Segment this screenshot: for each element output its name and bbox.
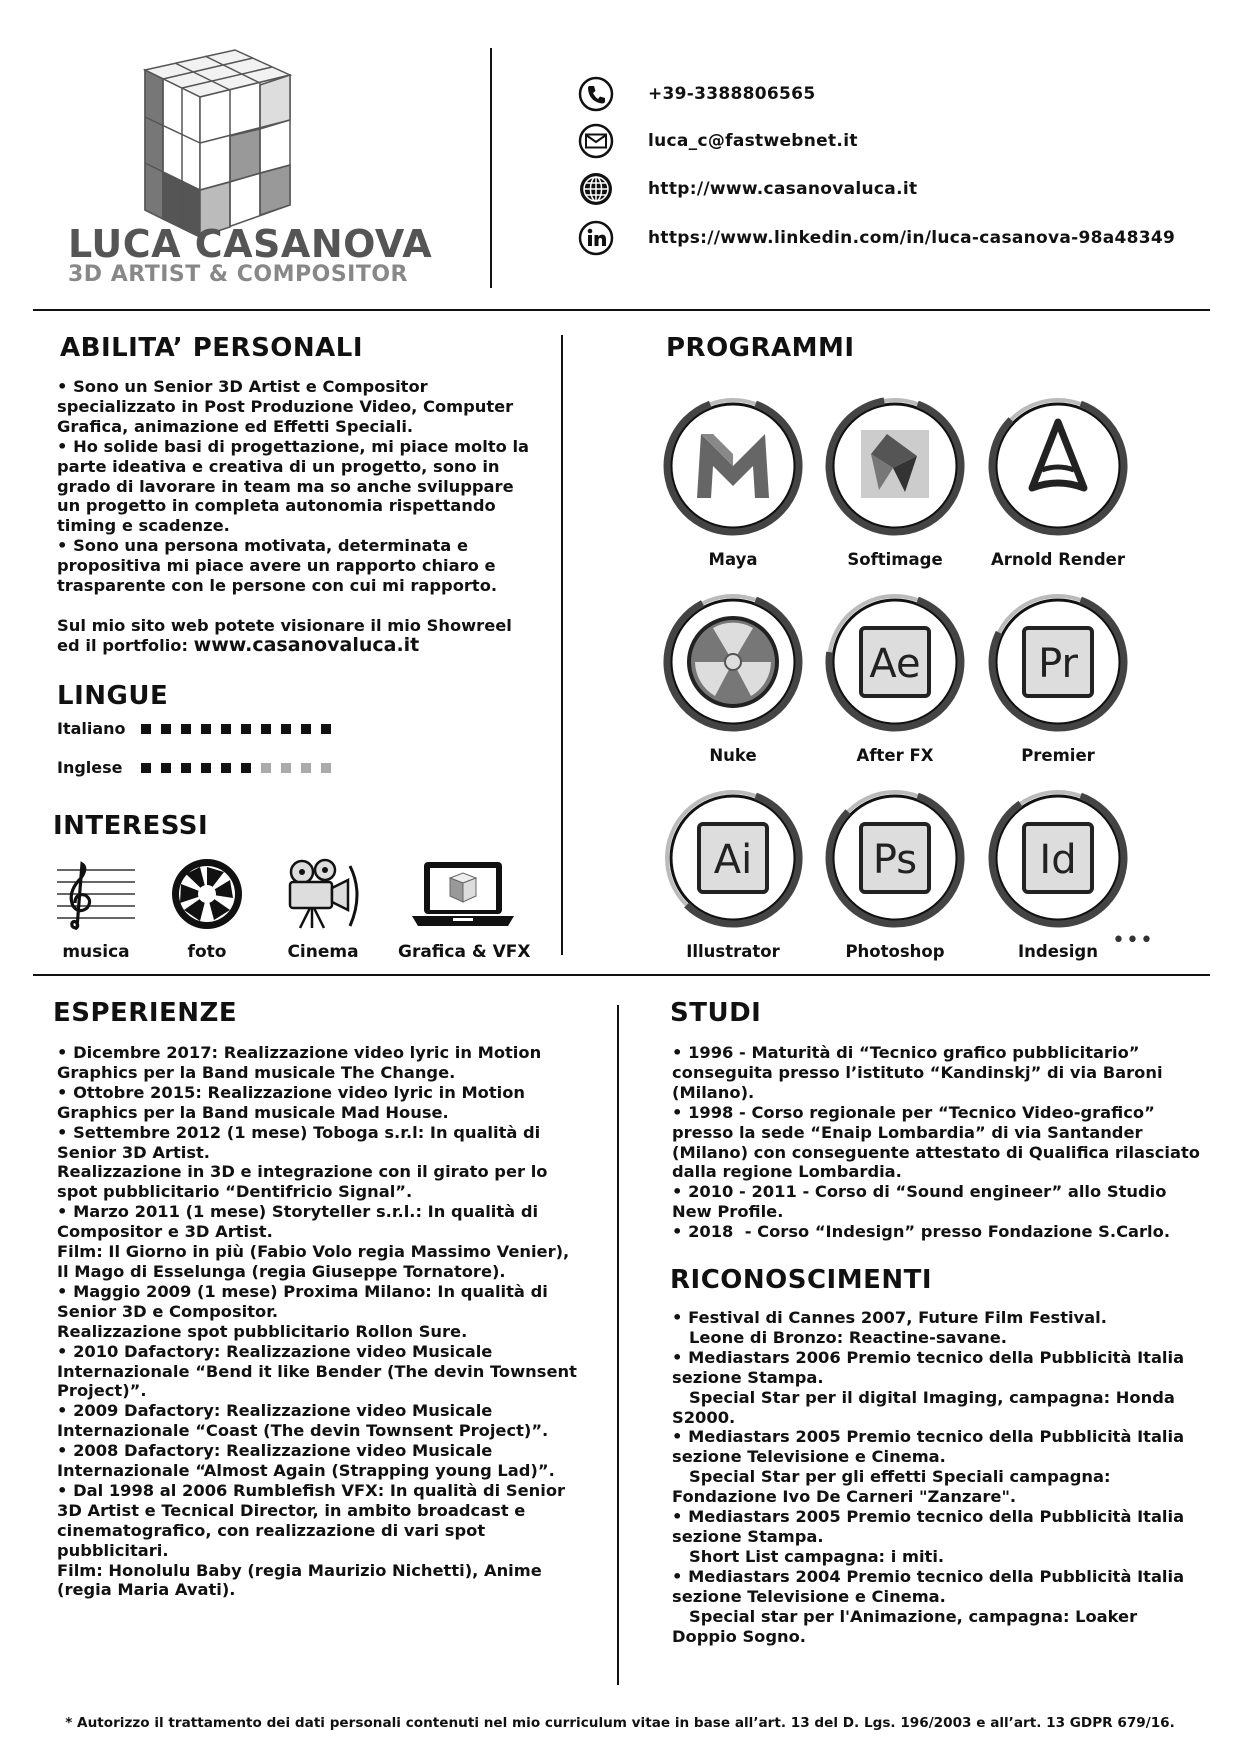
softimage-logo-icon [823, 394, 967, 538]
studi-line: • 1996 - Maturità di “Tecnico grafico pubblicitario” [672, 1043, 1140, 1062]
header-divider [490, 48, 492, 288]
esperienze-line: • 2009 Dafactory: Realizzazione video Musicale [57, 1401, 493, 1421]
program-label: After FX [856, 746, 934, 765]
interest-grafica-vfx [398, 858, 531, 962]
studi-line: presso la sede “Enaip Lombardia” di via Santander [672, 1122, 1143, 1142]
interest-cinema [280, 858, 366, 962]
esperienze-line: • Dicembre 2017: Realizzazione video lyric in Motion [57, 1043, 542, 1062]
top-column-divider [561, 335, 563, 955]
abilita-line: grado di lavorare in team ma so anche sviluppare [57, 476, 514, 496]
program-label: Nuke [709, 746, 757, 765]
arnold-logo-icon [986, 394, 1130, 538]
esperienze-line: Il Mago di Esselunga (regia Giuseppe Tornatore). [57, 1261, 506, 1281]
language-italiano [57, 719, 331, 738]
language-name: Italiano [57, 719, 126, 738]
esperienze-line: Graphics per la Band musicale Mad House. [57, 1102, 449, 1122]
riconoscimenti-line: Short List campagna: i miti. [672, 1546, 945, 1566]
contact-linkedin-text: https://www.linkedin.com/in/luca-casanova-98a48349 [648, 228, 1176, 248]
language-level [141, 724, 331, 734]
interest-musica [55, 858, 137, 962]
studi-text [672, 1043, 1200, 1242]
studi-line: (Milano). [672, 1082, 755, 1102]
esperienze-line: • 2010 Dafactory: Realizzazione video Musicale [57, 1341, 493, 1361]
movie-camera-icon [280, 858, 366, 930]
abilita-line: • Sono una persona motivata, determinata e [57, 536, 469, 556]
program-arnold [983, 394, 1133, 569]
esperienze-line: Internazionale “Coast (The devin Townsent Project)”. [57, 1421, 549, 1441]
studi-line: New Profile. [672, 1202, 784, 1222]
level-dot-empty [261, 763, 271, 773]
after-effects-logo-icon [823, 590, 967, 734]
riconoscimenti-line: • Mediastars 2004 Premio tecnico della Pubblicità Italia [672, 1566, 1185, 1586]
program-label: Premier [1021, 746, 1095, 765]
esperienze-line: • Marzo 2011 (1 mese) Storyteller s.r.l.: In qualità di [57, 1202, 539, 1222]
riconoscimenti-line: • Festival di Cannes 2007, Future Film Festival. [672, 1308, 1107, 1327]
program-maya [658, 394, 808, 569]
studi-line: (Milano) con conseguente attestato di Qualifica rilasciato [672, 1142, 1200, 1162]
level-dot-filled [161, 724, 171, 734]
program-illustrator [658, 786, 808, 961]
illustrator-logo-icon [661, 786, 805, 930]
contact-website-text: http://www.casanovaluca.it [648, 179, 918, 199]
language-inglese [57, 758, 331, 777]
phone-icon [578, 76, 614, 112]
esperienze-line: Film: Honolulu Baby (regia Maurizio Nichetti), Anime [57, 1560, 542, 1580]
contact-email[interactable] [578, 122, 858, 160]
candidate-name: LUCA CASANOVA [68, 222, 433, 266]
abilita-line: specializzato in Post Produzione Video, Computer [57, 396, 514, 416]
interessi-title: INTERESSI [53, 811, 209, 841]
level-dot-filled [181, 763, 191, 773]
program-label: Illustrator [686, 942, 780, 961]
esperienze-line: Project)”. [57, 1381, 147, 1401]
level-dot-filled [141, 763, 151, 773]
riconoscimenti-line: • Mediastars 2005 Premio tecnico della Pubblicità Italia [672, 1507, 1185, 1527]
level-dot-empty [301, 763, 311, 773]
esperienze-line: Compositor e 3D Artist. [57, 1222, 273, 1242]
riconoscimenti-line: • Mediastars 2006 Premio tecnico della Pubblicità Italia [672, 1347, 1185, 1367]
indesign-logo-icon [986, 786, 1130, 930]
riconoscimenti-line: Special star per l'Animazione, campagna: Loaker [672, 1606, 1138, 1626]
esperienze-line: • Maggio 2009 (1 mese) Proxima Milano: In qualità di [57, 1281, 548, 1301]
abilita-line: propositiva mi piace avere un rapporto chiaro e [57, 556, 496, 576]
level-dot-filled [261, 724, 271, 734]
contact-linkedin[interactable] [578, 219, 1175, 257]
abilita-line: • Ho solide basi di progettazione, mi piace molto la [57, 436, 530, 456]
contact-phone-text: +39-3388806565 [648, 84, 816, 104]
riconoscimenti-line: sezione Stampa. [672, 1367, 824, 1387]
esperienze-line: • Settembre 2012 (1 mese) Toboga s.r.l: In qualità di [57, 1122, 541, 1142]
portfolio-link[interactable]: www.casanovaluca.it [193, 633, 420, 656]
abilita-title: ABILITA’ PERSONALI [60, 333, 364, 363]
interest-foto [166, 858, 248, 962]
riconoscimenti-line: • Mediastars 2005 Premio tecnico della Pubblicità Italia [672, 1427, 1185, 1447]
studi-line: • 2010 - 2011 - Corso di “Sound engineer” allo Studio [672, 1182, 1167, 1202]
level-dot-filled [161, 763, 171, 773]
program-label: Maya [708, 550, 758, 569]
esperienze-line: cinematografico, con realizzazione di vari spot [57, 1520, 486, 1540]
abilita-line: un progetto in completa autonomia rispettando [57, 496, 496, 516]
riconoscimenti-line: sezione Televisione e Cinema. [672, 1447, 946, 1467]
esperienze-line: • Ottobre 2015: Realizzazione video lyric in Motion [57, 1082, 525, 1102]
premiere-logo-icon [986, 590, 1130, 734]
riconoscimenti-line: Leone di Bronzo: Reactine-savane. [672, 1327, 1007, 1347]
contact-email-text: luca_c@fastwebnet.it [648, 131, 858, 151]
abilita-portfolio-prefix: ed il portfolio: [57, 635, 194, 655]
level-dot-filled [281, 724, 291, 734]
privacy-consent-note: * Autorizzo il trattamento dei dati personali contenuti nel mio curriculum vitae in base all’art. 13 del D. Lgs. 196/2003 e all’art. 13 GDPR 679/16. [65, 1715, 1175, 1731]
header-separator [33, 309, 1210, 311]
esperienze-line: spot pubblicitario “Dentifricio Signal”. [57, 1182, 413, 1202]
level-dot-filled [321, 724, 331, 734]
program-nuke [658, 590, 808, 765]
lingue-title: LINGUE [57, 681, 169, 711]
studi-line: conseguita presso l’istituto “Kandinskj” di via Baroni [672, 1062, 1163, 1082]
app-abbr: Ai [713, 837, 753, 883]
riconoscimenti-line: Doppio Sogno. [672, 1626, 806, 1646]
esperienze-line: Realizzazione in 3D e integrazione con il girato per lo [57, 1162, 548, 1182]
camera-aperture-icon [166, 858, 248, 930]
maya-logo-icon [661, 394, 805, 538]
esperienze-text [57, 1043, 577, 1600]
level-dot-filled [301, 724, 311, 734]
more-programs-indicator: ••• [1112, 928, 1154, 953]
candidate-role: 3D ARTIST & COMPOSITOR [68, 262, 409, 287]
abilita-line: timing e scadenze. [57, 516, 230, 536]
esperienze-line: Senior 3D Artist. [57, 1142, 210, 1162]
abilita-line: Grafica, animazione ed Effetti Speciali. [57, 416, 414, 436]
middle-separator [33, 974, 1210, 976]
program-label: Photoshop [845, 942, 945, 961]
level-dot-filled [201, 763, 211, 773]
level-dot-filled [181, 724, 191, 734]
riconoscimenti-line: Special Star per il digital Imaging, campagna: Honda [672, 1387, 1175, 1407]
contact-phone[interactable] [578, 75, 815, 113]
app-abbr: Id [1039, 837, 1077, 883]
studi-line: • 1998 - Corso regionale per “Tecnico Video-grafico” [672, 1102, 1155, 1122]
riconoscimenti-line: Special Star per gli effetti Speciali campagna: [672, 1467, 1111, 1487]
abilita-line: • Sono un Senior 3D Artist e Compositor [57, 377, 428, 396]
nuke-logo-icon [661, 590, 805, 734]
esperienze-line: • Dal 1998 al 2006 Rumblefish VFX: In qualità di Senior [57, 1480, 566, 1500]
esperienze-line: • 2008 Dafactory: Realizzazione video Musicale [57, 1441, 493, 1461]
abilita-line: Sul mio sito web potete visionare il mio Showreel [57, 615, 512, 635]
riconoscimenti-line: S2000. [672, 1407, 736, 1427]
language-name: Inglese [57, 758, 123, 777]
program-label: Softimage [847, 550, 943, 569]
app-abbr: Pr [1038, 641, 1078, 687]
esperienze-line: Realizzazione spot pubblicitario Rollon Sure. [57, 1321, 468, 1341]
abilita-text [57, 377, 529, 656]
level-dot-empty [281, 763, 291, 773]
riconoscimenti-line: sezione Televisione e Cinema. [672, 1586, 946, 1606]
mail-icon [578, 123, 614, 159]
esperienze-line: Graphics per la Band musicale The Change. [57, 1062, 456, 1082]
esperienze-line: pubblicitari. [57, 1540, 169, 1560]
program-premier [983, 590, 1133, 765]
studi-line: dalla regione Lombardia. [672, 1162, 902, 1182]
abilita-line: trasparente con le persone con cui mi rapporto. [57, 576, 498, 596]
app-abbr: Ae [869, 641, 921, 687]
studi-line: • 2018 - Corso “Indesign” presso Fondazione S.Carlo. [672, 1222, 1171, 1242]
riconoscimenti-text [672, 1308, 1184, 1646]
linkedin-icon [578, 220, 614, 256]
programmi-title: PROGRAMMI [666, 333, 855, 363]
riconoscimenti-title: RICONOSCIMENTI [670, 1265, 933, 1295]
esperienze-line: Film: Il Giorno in più (Fabio Volo regia Massimo Venier), [57, 1242, 570, 1262]
level-dot-filled [201, 724, 211, 734]
program-softimage [820, 394, 970, 569]
abilita-line [57, 596, 529, 616]
esperienze-line: Senior 3D e Compositor. [57, 1301, 279, 1321]
interest-label: musica [62, 942, 130, 962]
level-dot-filled [221, 724, 231, 734]
level-dot-filled [221, 763, 231, 773]
level-dot-filled [241, 763, 251, 773]
level-dot-empty [321, 763, 331, 773]
abilita-line: parte ideativa e creativa di un progetto, sono in [57, 456, 500, 476]
program-indesign [983, 786, 1133, 961]
globe-icon [578, 171, 614, 207]
bottom-column-divider [617, 1005, 619, 1685]
riconoscimenti-line: Fondazione Ivo De Carneri "Zanzare". [672, 1487, 1017, 1507]
interest-label: foto [187, 942, 227, 962]
riconoscimenti-line: sezione Stampa. [672, 1526, 824, 1546]
level-dot-filled [241, 724, 251, 734]
program-label: Indesign [1018, 942, 1098, 961]
laptop-icon [408, 858, 518, 930]
rubik-cube-logo [140, 45, 380, 240]
language-level [141, 763, 331, 773]
contact-website[interactable] [578, 170, 917, 208]
esperienze-line: 3D Artist e Tecnical Director, in ambito broadcast e [57, 1500, 526, 1520]
music-staff-icon [55, 858, 137, 930]
interest-label: Cinema [287, 942, 359, 962]
interest-label: Grafica & VFX [398, 942, 531, 962]
level-dot-filled [141, 724, 151, 734]
esperienze-line: Internazionale “Bend it like Bender (The devin Townsent [57, 1361, 577, 1381]
studi-title: STUDI [670, 998, 762, 1028]
program-photoshop [820, 786, 970, 961]
abilita-last-line [57, 633, 529, 656]
app-abbr: Ps [872, 837, 918, 883]
esperienze-line: (regia Maria Avati). [57, 1580, 236, 1600]
esperienze-title: ESPERIENZE [53, 998, 238, 1028]
program-label: Arnold Render [991, 550, 1125, 569]
program-after-fx [820, 590, 970, 765]
photoshop-logo-icon [823, 786, 967, 930]
esperienze-line: Internazionale “Almost Again (Strapping young Lad)”. [57, 1461, 555, 1481]
